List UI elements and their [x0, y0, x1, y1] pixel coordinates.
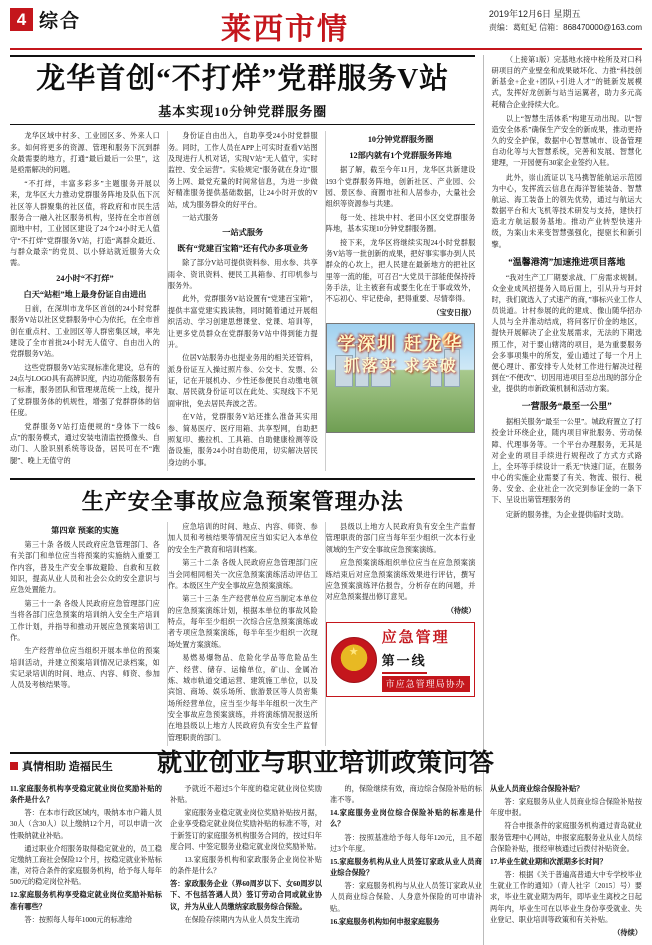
qa-question: 17.毕业生就业期和次派期多长时间？ [490, 857, 607, 866]
photo-slogan-line2: 抓落实 求突破 [343, 358, 458, 376]
page-number: 4 [10, 8, 33, 31]
continued-label: （待续） [613, 928, 642, 937]
paragraph: 答：在本市行政区域内，吸纳本市户籍人员30人（含30人）以上缴纳12个月，可以申请一次性吸纳就业补贴。 [10, 809, 162, 840]
lead-headline: 龙华首创“不打烊”党群服务V站 [36, 63, 450, 95]
paragraph: 符合申报条件的家庭服务机构通过青岛就业服务管理中心网站，申报家庭服务业从业人员综合保险补贴，报经审核通过后拨付补贴资金。 [490, 822, 642, 853]
masthead-center [81, 4, 489, 48]
paragraph: 以上“智慧生活体系”构建互动出现。以“智造安全体系”确保生产安全的新成果，推动更持久的安全护保，数据中心智慧城市、设备管理自动化等与大智慧系统，完善和发展、智慧化建理，一开园便有30家企业签约入驻。 [491, 114, 642, 168]
lead-col-1 [10, 131, 160, 471]
masthead-meta [489, 6, 642, 34]
lead-headline-box [10, 55, 475, 125]
paragraph: 据相关服务“最至一公里”。城政府置立了打投金计环绕企业，随内项目审批服务、劳动保障、代理事务等。一个平台办理服务，无其是对企业的项目手续进行规程改了方式方式路上，全环等手续设计一系无”快速门证，在服务中心的实施企业需要了有关、物流、银行、税务、安金、企业社企一次完到参证金的一条下下、呈设出第管理服务的 [491, 418, 642, 505]
paragraph: 通过职业介绍服务取得稳定就业的，员工稳定缴纳工商社会保险12个月，按稳定就业补贴标准，对符合条件的家庭服务机构，给予每人每年500元的稳定岗位补贴。 [10, 844, 162, 887]
national-emblem-icon [331, 637, 377, 683]
article2-body [10, 522, 475, 746]
paper-title: 莱西市情 [220, 13, 349, 46]
editor-contact: 责编：葛虹妃 信箱：868470000@163.com [488, 22, 642, 32]
issue-date: 2019年12月6日 星期五 [488, 9, 581, 19]
lead-sub-1: 24小时“不打烊” [56, 273, 114, 283]
paragraph: 党群服务V站打造便规的“身体下一线6点”的服务模式，通过安装电清监控摄像头、自动门、人脸识别系统等设备，居民可在不“跑腿”、晚上无值守的 [10, 422, 160, 465]
right-subhead-2: 一营服务“最至一公里” [521, 401, 612, 412]
bottom-kicker-label: 真情相助 造福民生 [22, 761, 113, 774]
lead-col-3 [325, 131, 476, 471]
paragraph: 接下来，龙华区将继续实现24小时党群服务V站等一批创新的成果，把好事实事办到人民群众的心坎上，把人民建在最新地方的把社区里等一流的能，可召召“大党员干部能使保持持务手法，让主被套有或要生化在于事或效外，不忘初心、牢记使命，把得重要、尽情奉得。 [325, 238, 476, 304]
paragraph: 予就近不超过5个年度的稳定就业岗位奖励补贴。 [170, 784, 322, 805]
bottom-feature [10, 741, 642, 941]
emergency-badge [326, 622, 476, 697]
byline: （宝安日报） [432, 308, 476, 317]
paragraph: 的，保险继续有效，商边综合保险补贴的标准不等。 [330, 784, 482, 805]
paragraph: 每一处、挂块中村、老田小区交党群服务阵地，基本实现10分钟党群服务圈。 [325, 213, 476, 234]
paragraph: 在保险存续期内为从业人员发生流动 [184, 915, 300, 924]
paragraph: 此外，崇山流证以飞马携智能航运示范园为中心，发挥流云信息在海洋智能装备、智慧航运、海工装备上的领先优势，通过与航运大数据平台和大飞机等技术研发与支持，建快打造北方航运服务基地。推动产业转型快速升级，为案山未来变智慧强强化，提驱长和新引擎。 [491, 173, 642, 249]
lead-sub-1b: 白天“站柜”地上最身份证自由进出 [23, 289, 147, 299]
campaign-photo [326, 323, 476, 433]
lead-sub-5: 12部内就有1个党群服务阵地 [349, 151, 452, 161]
paragraph: “我对生产工厂期要求战、厂房需求规制。众金业成风招提务入局后面上，引从升与开封时，我们就选入了式速产的商，”事标兴业工作人员说道。计村参展的此的建成、像山随华招办人员与全并准动结成，将问客厅价金的地区，提快开展解决了企业发展需求，无法的下期选照工作，对于要山辖湾的项目，是为重要服务会多事项集中的所发，爱山通过了每一个月上便心理计、都安排专人处材工作进行解决过程到在“不便改”、切因用进项目至总出现的部分企业，提供的市新政策机制和活动方案。 [491, 273, 642, 394]
bottom-col-3 [330, 784, 482, 941]
paragraph: 家庭服务业稳定就业岗位奖励补贴按月据，企业享受稳定就业岗位奖励补贴的标准不等，对于新签订的家庭服务机构服务合同的，按过归年度合同、中签定服务业稳定就业岗位奖励补贴。 [170, 809, 322, 851]
qa-question: 从业人员商业综合保险补贴？ [490, 784, 584, 793]
lead-sub-3: 既有“党建百宝箱”还有代办多项业务 [177, 244, 309, 254]
paragraph: 身份证自由出入，自助享受24小时党群服务。同时，工作人员在APP上可实时查看V站图及现进行人机对话，实现V站“无人值守，实时监控、安全运营”。实验规定“服务就在身边”服务上网、最党充量的时间常信息，为进一步做好精准服务提供基础数据，让24小时开放的V站，成为服务群众的好平台。 [167, 132, 318, 209]
paragraph: 第三十三条 生产经营单位应当制定本单位的应急预案演练计划，根据本单位的事故风险特点，每年至少组织一次综合应急预案演练或者专项应急预案演练，每半年至少组织一次现场处置方案演练。 [167, 595, 318, 649]
lead-sub-4: 10分钟党群服务圈 [367, 135, 434, 145]
paragraph: 答：家庭服务机构与从业人员签订家政从业人员商业综合保险、人身意外保险的可申请补贴。 [330, 882, 482, 913]
bottom-headline: 就业创业与职业培训政策问答 [156, 749, 495, 777]
paragraph: 位居V站服务办也提业务用的相关还管料，派身份证互入操过照片参、公交卡、发票、公证，记在开展机办、少性还参便民自动缴电领取、居民就身份证可以在此处、实现线下不见面审批，免去居民奔波之苦。 [167, 354, 318, 408]
paragraph: 答：根据《关于普遍高普通大中专学校毕业生就业工作的通知》（青人社字〔2015〕号）要求，毕业生就业期为两年，即毕业生离校之日起两年内，毕业生可在以毕业生身份享受就业、失业登记、职业培训等政策和有关补贴。 [490, 871, 642, 924]
lead-col-2 [167, 131, 318, 471]
masthead [10, 6, 642, 50]
paragraph: 一站式服务 [182, 213, 219, 222]
paragraph: 定新的服务推，为企业提供临时支助。 [505, 510, 629, 519]
article2-col-1 [10, 522, 160, 746]
paragraph: 第三十一条 各级人民政府应急管理部门应当将各部门应急预案的培训纳入安全生产培训工作计划，并指导和推动开展应急预案培训工作。 [10, 599, 160, 642]
paragraph: 日前，在深圳市龙华区首创的24小时党群服务V站以社区党群服务中心为依托，在全市首创在重点村、工业园区等人群密集区域，率先建设了全市首批24小时无人值守、自由出入的党群服务V站。 [10, 304, 160, 359]
article2-headline-box [10, 478, 475, 516]
paragraph: “不打烊，丰富多彩多”主题服务开展以来，龙华区大力推动党群服务阵地及队伍下沉社区等人群聚集的社区值，将政府和市民生活服务合一融入社区服务机构，坚持在全市首创面地中村，工业园区建设了24个24小时无人值守“不打烊”党群服务V站，打造“离群众最近、与群众最亲”的党员、以小驿站就近服务大众需。 [10, 179, 160, 268]
masthead-left [10, 6, 81, 33]
emergency-subtitle: 第一线 [382, 651, 427, 675]
paragraph: 县级以上地方人民政府负有安全生产监督管理职责的部门应当每年至少组织一次本行业领域的生产安全事故应急预案演练。 [325, 523, 476, 554]
article2-col-2 [167, 522, 318, 746]
paragraph: 龙华区域中村多、工业园区多、外来人口多。如何将更多的资源、管理和服务下沉到群众最需要的地方，打通“最后最后一公里”，这是亟需解决的问题。 [10, 132, 160, 175]
paragraph: 易燃易爆物品、危险化学品等危险品生产、经营、储存、运输单位，矿山、金属冶炼、城市轨道交通运营、建筑施工单位，以及宾馆、商场、娱乐场所、旅游景区等人员密集场所经营单位，应当至少每半年组织一次生产安全事故应急预案演练，并将演练情况报送所在地县级以上地方人民政府负有安全生产监督管理职责的部门。 [167, 654, 318, 742]
article2-chapter-title: 第四章 预案的实施 [51, 526, 119, 535]
paragraph: 据了解，截至今年11月，龙华区共新建设193个党群服务阵地，创新社区、产业园、公园、景区参、商圈市社和人居参办，大量社会组织等资源参与共建。 [325, 166, 476, 209]
emergency-sponsor: 市应急管理局协办 [382, 676, 470, 692]
photo-slogan-line1: 学深圳 赶龙华 [337, 334, 464, 355]
qa-question: 12.家庭服务机构享受稳定就业岗位奖励补贴标准有哪些？ [10, 891, 162, 911]
paragraph: （上接第1版）完基地水接中栓所及对口科研项目的产业壁垒和成果破坏化、力推“科技创新基金+企业+团队+引进人才”的链新发展模式，发挥好龙创新与站当运翼者，助力多元高耗精合企业持续大化。 [491, 56, 642, 109]
paragraph: 第三十条 各级人民政府应急管理部门、各有关部门和单位应当将预案的实施纳入重要工作内容，普及生产安全事故避险、自救和互救知识，提高从业人员和社会公众的安全意识与应急处置能力。 [10, 540, 160, 595]
paragraph: 这些党群服务V站实现标准化建设，总有的24点与LOGO具有高辨识度，内边功能落服务有一标准，服务团队和管理规范统一上线，提升了党群服务体的机规性，增强了党群群体的信任度。 [10, 363, 160, 418]
paragraph: 答：按照基准给予每人每年120元，且不超过3个年度。 [330, 833, 482, 853]
article2-col-3 [325, 522, 476, 746]
paragraph: 第三十二条 各级人民政府应急管理部门应当会同相同相关一次应急预案演练活动评估工作。本级区生产安全事故应急预案演练。 [167, 559, 318, 590]
lead-body [10, 131, 475, 471]
bottom-col-2 [170, 784, 322, 941]
continued-label: （待续） [446, 606, 476, 615]
emergency-badge-text [382, 627, 471, 692]
qa-question: 答：家政服务企业（界60周岁以下、女60周岁以下、不包括答遇人员）签订劳动合同或就业协议，并为从业人员缴纳家政服务综合保险。 [170, 880, 322, 911]
bottom-col-1 [10, 784, 162, 941]
paragraph: 除了部分V站可提供资料参、用水参、共享雨伞、资讯资料、便民工具箱参、打印机参与服务外。 [167, 259, 318, 290]
paragraph: 答：按照每人每年1000元的标准给 [24, 915, 133, 924]
paragraph: 此外，党群服务V站设置有“党建百宝箱”，提供丰富党建实践读物，同时随着通过开展组织活动、学习创建思想课堂、党课、培训等，让更多党员群众在党群服务V站中得到能力提升。 [167, 295, 318, 349]
bottom-columns [10, 784, 642, 941]
qa-question: 14.家庭服务业岗位综合保险补贴的标准是什么？ [330, 809, 482, 829]
qa-question: 16.家庭服务机构如何申报家庭服务 [330, 917, 440, 926]
bottom-col-4 [490, 784, 642, 941]
paragraph: 在V站，党群服务V站还推么准备其实用参、简易医疗、医疗用箱、共享型网，自助把照复印、搬拉机、工具箱、自助健康检测等设备设施，服务24小时自助使用，切实解决居民身边的小事。 [167, 413, 318, 467]
article2-headline: 生产安全事故应急预案管理办法 [81, 489, 404, 514]
right-subhead-1: “温馨港湾”加速推进项目落地 [508, 256, 626, 267]
qa-question: 11.家庭服务机构享受稳定就业岗位奖励补贴的条件是什么？ [10, 784, 162, 805]
paragraph: 13.家庭服务机构和家政服务企业岗位补贴的条件是什么？ [170, 855, 322, 876]
qa-question: 15.家庭服务机构从业人员签订家政从业人员商业综合保险？ [330, 857, 482, 878]
paragraph: 应急预案演练组织单位应当在应急预案演练结束后对应急预案演练效果进行评估，撰写应急预案演练评估报告，分析存在的问题，并对应急预案提出修订意见。 [325, 559, 476, 602]
paragraph: 生产经营单位应当组织开展本单位的预案培训活动，并建立预案培训情况记录档案，如实记录培训的时间、地点、内容、师资、参加人员及考核结果等。 [10, 647, 160, 690]
lead-subheadline: 基本实现10分钟党群服务圈 [158, 104, 328, 120]
emergency-title: 应急管理 [381, 630, 450, 646]
lead-sub-2: 一站式服务 [222, 228, 264, 238]
paragraph: 答：家庭服务从业人员商业综合保险补贴按年度申报。 [490, 798, 642, 818]
section-name: 综合 [39, 11, 82, 32]
paragraph: 应急培训的时间、地点、内容、师资、参加人员和考核结果等情况应当如实记入本单位的安全生产教育和培训档案。 [167, 523, 318, 554]
